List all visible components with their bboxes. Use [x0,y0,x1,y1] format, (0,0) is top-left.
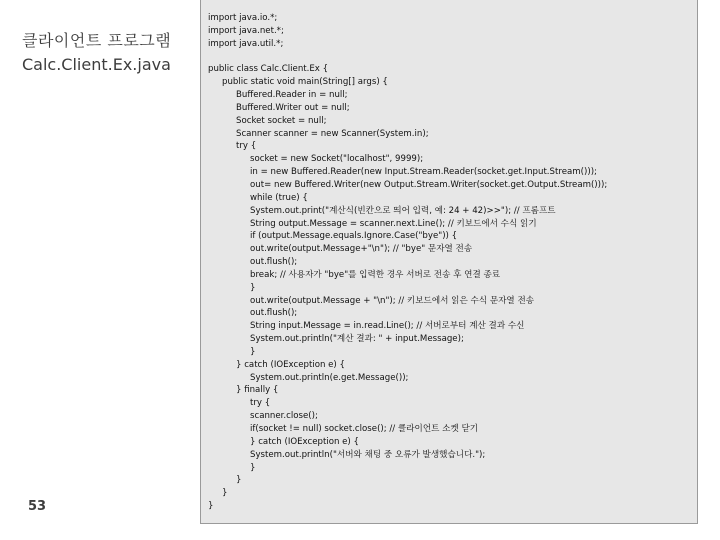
code-line: } catch (IOException e) { [250,436,359,447]
slide-title [22,30,192,76]
code-line: } [208,501,214,512]
code-line [208,51,607,64]
code-line: try { [250,398,271,409]
code-panel [200,0,698,524]
code-line: } finally { [236,385,279,396]
code-line: in = new Buffered.Reader(new Input.Stream.Reader(socket.get.Input.Stream())); [250,167,597,178]
code-line: Socket socket = null; [236,115,327,126]
code-line: break; // 사용자가 "bye"를 입력한 경우 서버로 전송 후 연결 종료 [250,269,501,280]
code-listing [208,12,607,513]
code-line: Buffered.Writer out = null; [236,102,350,113]
code-line: import java.net.*; [208,25,284,36]
code-line: } [250,282,256,293]
code-line: public class Calc.Client.Ex { [208,64,329,75]
code-line: if (output.Message.equals.Ignore.Case("bye")) { [250,231,458,242]
code-line: System.out.println("서버와 채팅 중 오류가 발생했습니다."); [250,449,486,460]
code-line: String input.Message = in.read.Line(); // 서버로부터 계산 결과 수신 [250,321,525,332]
code-line: String output.Message = scanner.next.Line(); // 키보드에서 수식 읽기 [250,218,537,229]
code-line: } catch (IOException e) { [236,359,345,370]
code-line: out.flush(); [250,257,298,268]
code-line: import java.io.*; [208,13,278,23]
code-line: } [250,462,256,473]
code-line: } [250,346,256,357]
code-line: } [236,475,242,486]
code-line: System.out.println("계산 결과: " + input.Message); [250,334,464,345]
code-line: if(socket != null) socket.close(); // 클라이언트 소켓 닫기 [250,424,479,434]
code-line: out= new Buffered.Writer(new Output.Stream.Writer(socket.get.Output.Stream())); [250,179,608,190]
code-line: out.flush(); [250,308,298,319]
page-number: 53 [28,499,47,514]
code-line: out.write(output.Message + "\n"); // 키보드에서 읽은 수식 문자열 전송 [250,295,535,306]
code-line: System.out.println(e.get.Message()); [250,372,409,383]
slide-title-filename: Calc.Client.Ex.java [22,55,171,74]
code-line: } [222,488,228,499]
code-line: socket = new Socket("localhost", 9999); [250,154,424,165]
code-line: out.write(output.Message+"\n"); // "bye" 문자열 전송 [250,244,473,255]
code-line: scanner.close(); [250,411,318,422]
slide-title-korean: 클라이언트 프로그램 [22,31,172,50]
code-line: try { [236,141,257,152]
code-line: Scanner scanner = new Scanner(System.in); [236,128,429,139]
code-line: System.out.print("계산식(빈칸으로 띄어 입력, 예: 24 + 42)>>"); // 프롬프트 [250,205,556,216]
code-line: while (true) { [250,192,308,203]
code-line: public static void main(String[] args) { [222,77,388,88]
code-line: import java.util.*; [208,38,284,49]
code-line: Buffered.Reader in = null; [236,90,348,101]
